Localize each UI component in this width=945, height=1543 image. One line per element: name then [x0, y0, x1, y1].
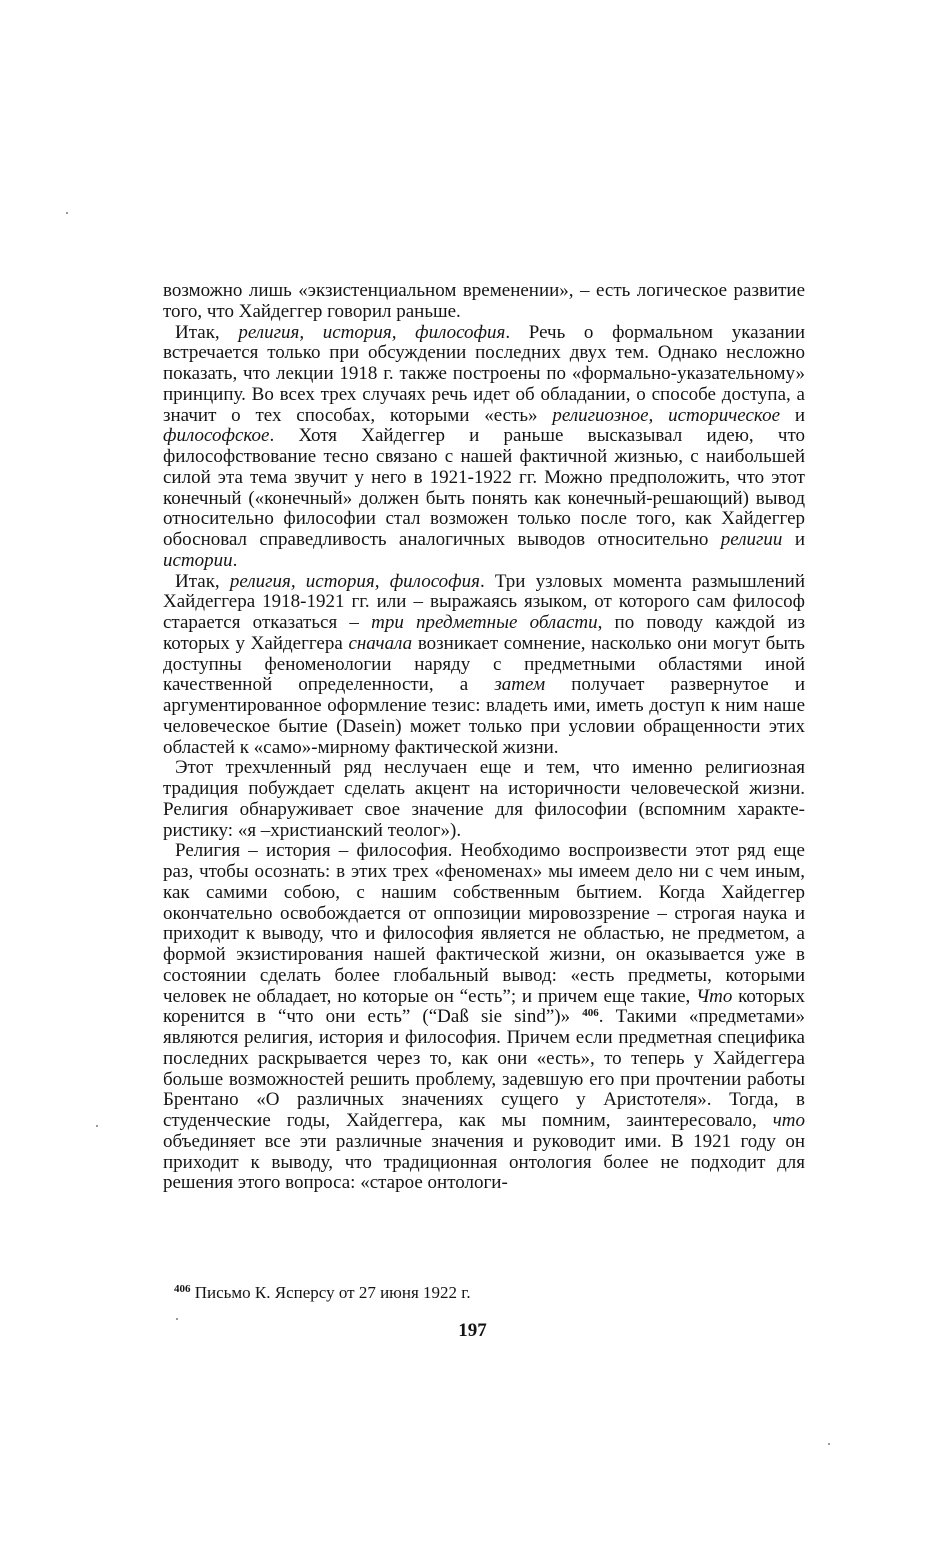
paragraph — [163, 572, 805, 759]
text-run: которых коренится в “что они есть” (“Daß sie sind”)» — [163, 985, 805, 1028]
italic-text: три предметные области — [371, 612, 598, 633]
italic-text: затем — [494, 674, 546, 696]
footnote-marker: 406 — [174, 1283, 191, 1295]
scan-speck — [176, 1318, 178, 1320]
italic-text: религия, история, философия — [229, 570, 480, 592]
italic-text: что — [772, 1110, 805, 1131]
italic-text: религии — [720, 529, 783, 550]
text-run: и — [780, 404, 805, 426]
text-run: . Такими «предметами» являются религия, история и философия. Причем если предметная специфика последних раскрывается через то, как они «есть», то теперь у Хайдеггера больше возможностей решить проблему, задевшую его при прочтении работы Брентано «О различных значениях сущего у Аристотеля». Тогда, в студенческие годы, Хайдеггера, как мы помним, заинтересовало, — [163, 1006, 805, 1131]
page-number: 197 — [458, 1320, 487, 1341]
text-run: объединяет все эти различные значения и руководит ими. В 1921 году он приходит к выводу, что традиционная онтология более не подходит для решения этого вопроса: «старое онтологи- — [163, 1130, 805, 1194]
paragraph — [163, 281, 805, 323]
text-run: и — [782, 529, 805, 550]
text-run: получает развернутое и аргументированное оформление тезис: владеть ими, иметь доступ к ним наше человеческое бытие (Dasein) может только при условии обращенности этих областей к «само»-мирному фактической жизни. — [163, 674, 805, 758]
text-run: Религия – история – философия. Необходимо воспроизвести этот ряд еще раз, чтобы осознать: в этих трех «феноменах» мы имеем дело ни с чем иным, как самими собою, с нашим собственным бытием. Когда Хайдеггер окончательно освобождается от оппозиции мировоззрение – строгая наука и приходит к выводу, что и философия является не областью, не предметом, а формой экзистирования нашей фактической жизни, он оказывается уже в состоянии сделать более глобальный вывод: «есть предметы, которыми человек не обладает, но которые он “есть”; и причем еще такие, — [163, 840, 805, 1007]
italic-text: религиозное, историческое — [552, 404, 781, 426]
footnote — [174, 1283, 794, 1303]
text-run: Итак, — [175, 321, 239, 343]
scan-speck — [828, 1443, 830, 1445]
paragraph — [163, 323, 805, 572]
text-run: . Хотя Хайдеггер и раньше высказывал идею, что философствование тесно связано с нашей фактичной жизнью, с наибольшей силой эта тема звучит у него в 1921-1922 гг. Можно предположить, что этот конечный («конечный» должен быть понять как конечный-решающий) вывод относительно философии стал возможен только после того, как Хайдеггер обосновал справедливость аналогичных выводов относительно — [163, 425, 805, 550]
text-run: возможно лишь «экзистенциальном временении», – есть логическое развитие того, что Хайдеггер говорил раньше. — [163, 280, 805, 322]
footnote-text: Письмо К. Ясперсу от 27 июня 1922 г. — [190, 1283, 471, 1302]
italic-text: религия, история, философия — [238, 321, 506, 343]
text-run: Итак, — [175, 570, 230, 592]
text-run: возникает сомнение, насколько они могут быть доступны феноменологии наряду с предметными областями иной качественной определенности, а — [163, 632, 805, 696]
italic-text: философское — [163, 425, 270, 447]
text-run: . — [232, 549, 238, 571]
italic-text: Что — [696, 985, 733, 1007]
italic-text: сначала — [348, 632, 413, 654]
scan-speck — [96, 1125, 98, 1127]
paragraph — [163, 758, 805, 841]
text-run: . Речь о формальном указании встречается только при обсуждении последних двух тем. Однако несложно показать, что лекции 1918 г. также построены по «формально-указательному» принципу. Во всех трех случаях речь идет об обладании, о способе доступа, а значит о тех способах, которыми «есть» — [163, 321, 806, 426]
paragraph — [163, 841, 805, 1194]
text-run: Этот трехчленный ряд неслучаен еще и тем, что именно религиозная традиция побуждает сделать акцент на историчности человеческой жизни. Религия обнаруживает свое значение для философии (вспомним характеристику: «я –христианский теолог»). — [163, 757, 805, 841]
text-run: . Три узловых момента размышлений Хайдеггера 1918-1921 гг. или – выражаясь языком, от которого сам философ старается отказаться – — [163, 570, 805, 633]
italic-text: истории — [163, 549, 233, 571]
main-text — [163, 281, 805, 1194]
text-run: , по поводу каждой из которых у Хайдеггера — [163, 612, 805, 654]
footnote-reference: 406 — [582, 1007, 599, 1020]
scan-speck — [66, 212, 68, 214]
